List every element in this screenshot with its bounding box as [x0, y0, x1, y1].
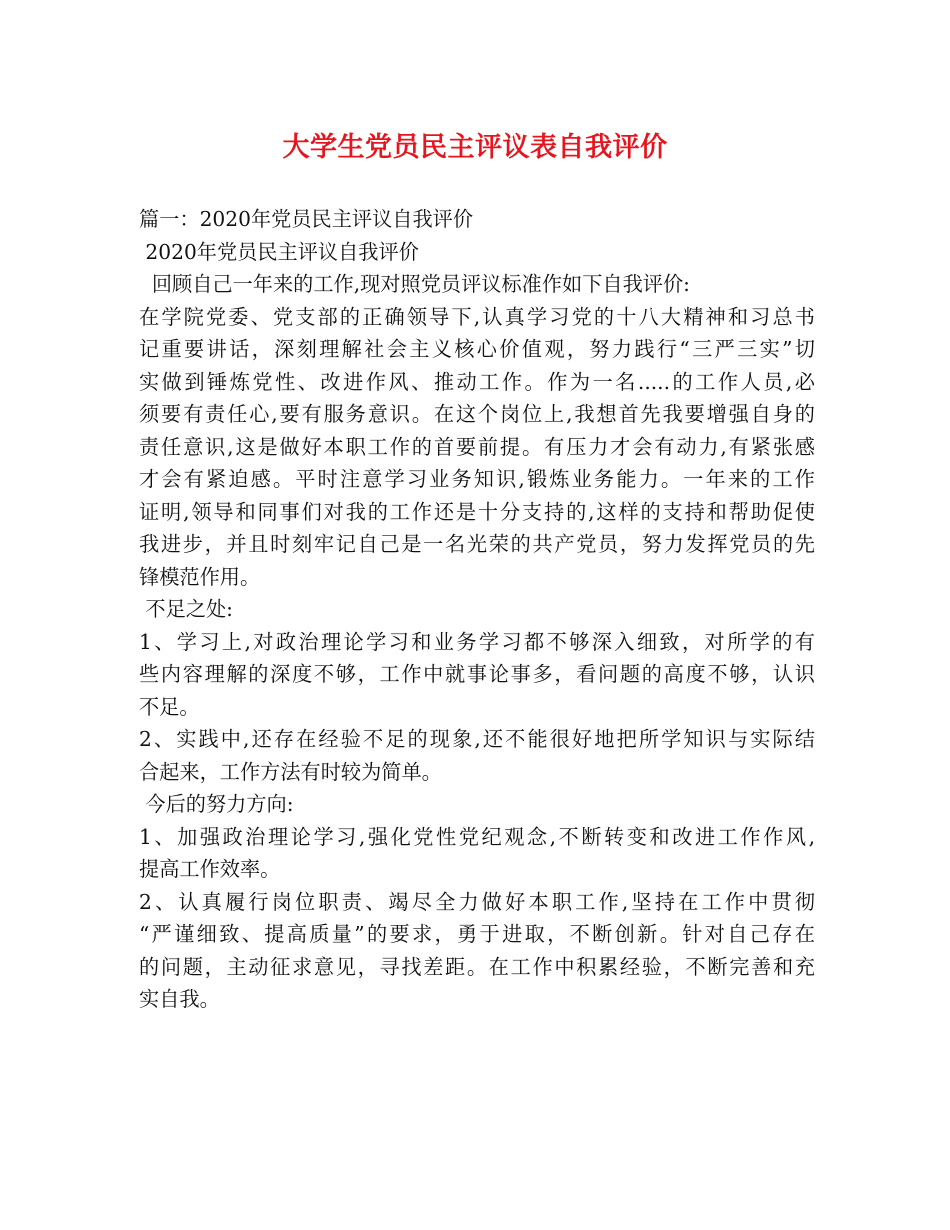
text-line: 记重要讲话，深刻理解社会主义核心价值观，努力践行“三严三实”切 [139, 337, 815, 361]
text-line: 1、加强政治理论学习,强化党性党纪观念,不断转变和改进工作作风, [139, 824, 815, 849]
text-line: 提高工作效率。 [139, 857, 281, 881]
text-line: “严谨细致、提高质量”的要求，勇于进取，不断创新。针对自己存在 [139, 922, 815, 946]
text-line: 实自我。 [139, 987, 220, 1011]
text-line: 篇一：2020年党员民主评议自我评价 [139, 207, 474, 231]
text-line: 证明,领导和同事们对我的工作还是十分支持的,这样的支持和帮助促使 [139, 499, 815, 524]
text-line: 实做到锤炼党性、改进作风、推动工作。作为一名.....的工作人员,必 [139, 369, 815, 394]
text-line: 1、学习上,对政治理论学习和业务学习都不够深入细致，对所学的有 [139, 629, 815, 654]
text-line: 须要有责任心,要有服务意识。在这个岗位上,我想首先我要增强自身的 [139, 402, 815, 426]
document-body [139, 203, 815, 1016]
text-line: 在学院党委、党支部的正确领导下,认真学习党的十八大精神和习总书 [139, 304, 815, 329]
text-line: 不足。 [139, 694, 200, 719]
text-line: 合起来，工作方法有时较为简单。 [139, 759, 442, 784]
text-line: 2、实践中,还存在经验不足的现象,还不能很好地把所学知识与实际结 [139, 727, 815, 751]
text-line: 2、认真履行岗位职责、竭尽全力做好本职工作,坚持在工作中贯彻 [139, 889, 815, 914]
text-line: 回顾自己一年来的工作,现对照党员评议标准作如下自我评价: [139, 272, 690, 296]
text-line: 我进步，并且时刻牢记自己是一名光荣的共产党员，努力发挥党员的先 [139, 532, 815, 556]
text-line: 今后的努力方向: [139, 792, 294, 816]
text-line: 2020年党员民主评议自我评价 [139, 239, 419, 264]
text-line: 责任意识,这是做好本职工作的首要前提。有压力才会有动力,有紧张感 [139, 434, 815, 459]
text-line: 的问题，主动征求意见，寻找差距。在工作中积累经验，不断完善和充 [139, 954, 815, 979]
document-title: 大学生党员民主评议表自我评价 [282, 132, 668, 163]
text-line: 锋模范作用。 [139, 564, 261, 589]
text-line: 才会有紧迫感。平时注意学习业务知识,锻炼业务能力。一年来的工作 [139, 467, 815, 491]
text-line: 不足之处: [139, 597, 233, 621]
text-line: 些内容理解的深度不够，工作中就事论事多，看问题的高度不够，认识 [139, 662, 815, 686]
